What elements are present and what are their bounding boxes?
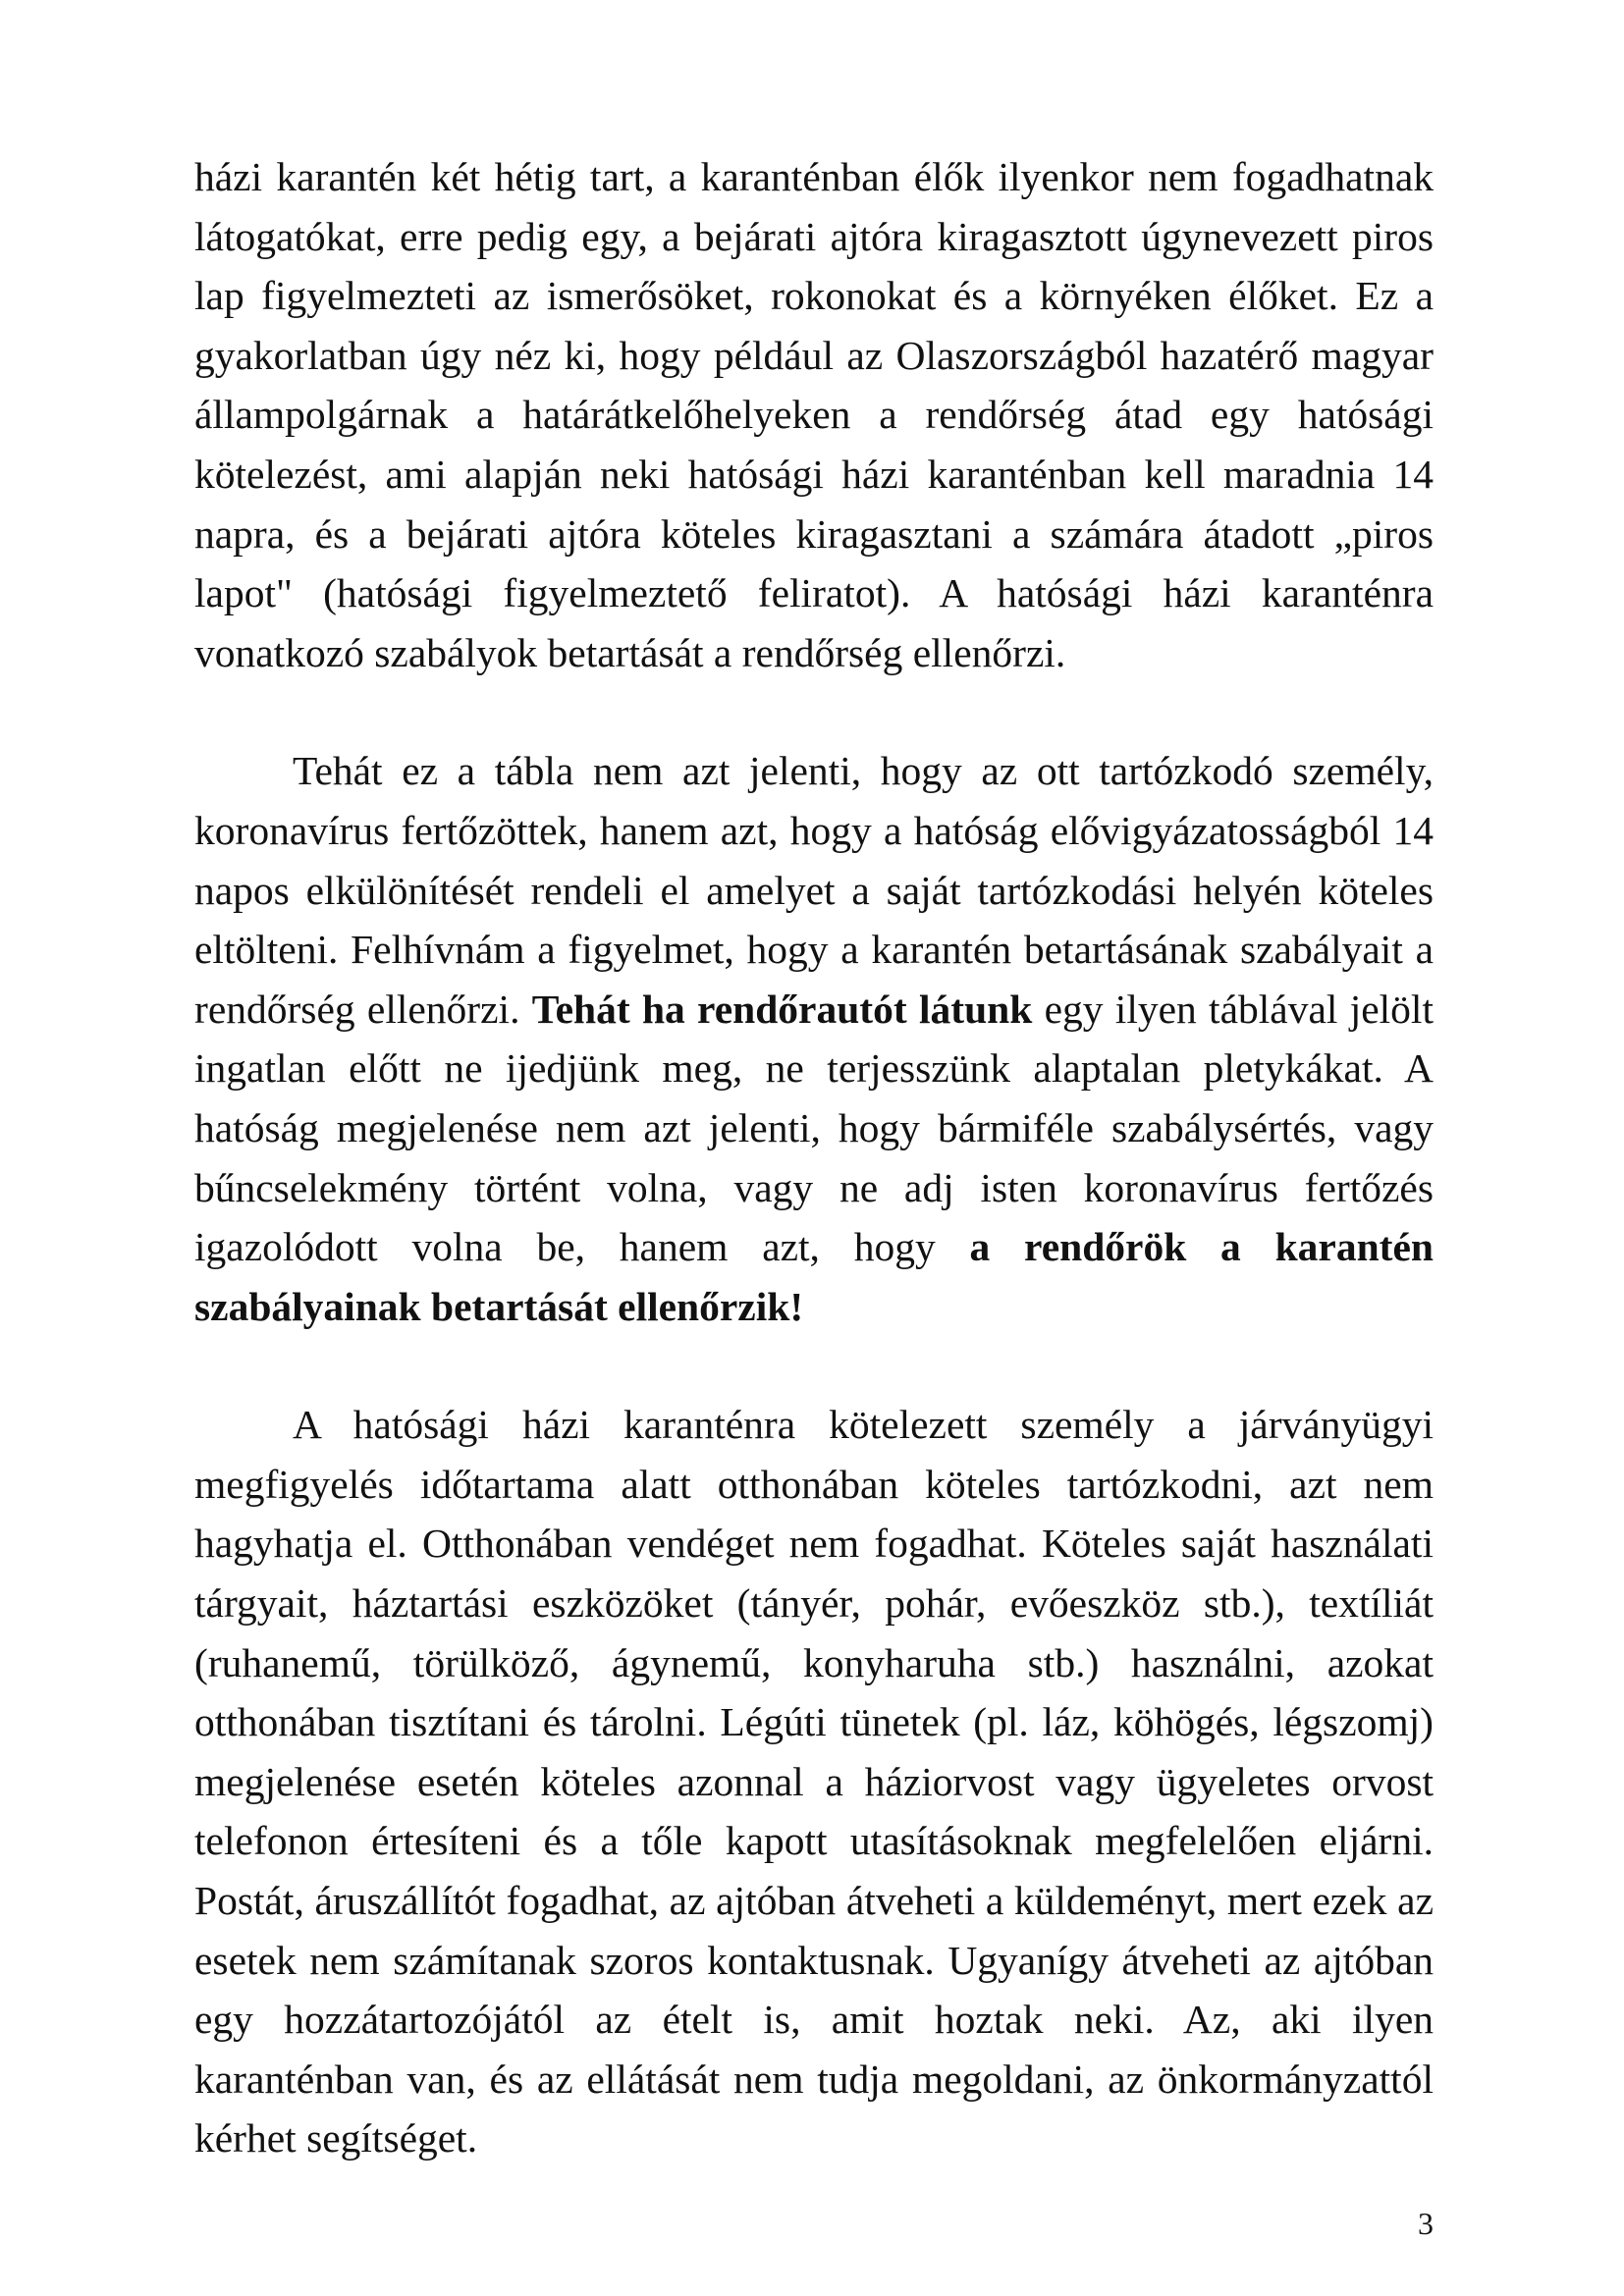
paragraph-2-text-a: Tehát ez a tábla nem azt jelenti, hogy az ott tartózkodó személy, koronavírus fertőzöttek, hanem azt, hogy a hatóság elővigyázatosságból 14 napos elkülönítését rendeli el amelyet a saját tartózkodási helyén köteles eltölteni. Felhívnám a figyelmet, hogy a karantén betartásának szabályait a rendőrség ellenőrzi. (194, 748, 1434, 1032)
paragraph-3-text: A hatósági házi karanténra kötelezett személy a járványügyi megfigyelés időtartama alatt otthonában köteles tartózkodni, azt nem hagyhatja el. Otthonában vendéget nem fogadhat. Köteles saját használati tárgyait, háztartási eszközöket (tányér, pohár, evőeszköz stb.), textíliát (ruhanemű, törülköző, ágynemű, konyharuha stb.) használni, azokat otthonában tisztítani és tárolni. Légúti tünetek (pl. láz, köhögés, légszomj) megjelenése esetén köteles azonnal a háziorvost vagy ügyeletes orvost telefonon értesíteni és a tőle kapott utasításoknak megfelelően eljárni. Postát, áruszállítót fogadhat, az ajtóban átveheti a küldeményt, mert ezek az esetek nem számítanak szoros kontaktusnak. Ugyanígy átveheti az ajtóban egy hozzátartozójától az ételt is, amit hoztak neki. Az, aki ilyen karanténban van, és az ellátását nem tudja megoldani, az önkormányzattól kérhet segítséget. (194, 1402, 1434, 2162)
paragraph-3 (194, 1395, 1434, 2168)
paragraph-1-text: házi karantén két hétig tart, a karanténban élők ilyenkor nem fogadhatnak látogatókat, erre pedig egy, a bejárati ajtóra kiragasztott úgynevezett piros lap figyelmezteti az ismerősöket, rokonokat és a környéken élőket. Ez a gyakorlatban úgy néz ki, hogy például az Olaszországból hazatérő magyar állampolgárnak a határátkelőhelyeken a rendőrség átad egy hatósági kötelezést, ami alapján neki hatósági házi karanténban kell maradnia 14 napra, és a bejárati ajtóra köteles kiragasztani a számára átadott „piros lapot" (hatósági figyelmeztető feliratot). A hatósági házi karanténra vonatkozó szabályok betartását a rendőrség ellenőrzi. (194, 154, 1434, 675)
paragraph-2-bold-police-check: a rendőrök a karantén szabályainak betartását ellenőrzik! (194, 1224, 1434, 1329)
paragraph-2 (194, 741, 1434, 1336)
paragraph-1 (194, 147, 1434, 682)
page-body (194, 147, 1434, 2168)
paragraph-2-text-b: egy ilyen táblával jelölt ingatlan előtt ne ijedjünk meg, ne terjesszünk alaptalan pletykákat. A hatóság megjelenése nem azt jelenti, hogy bármiféle szabálysértés, vagy bűncselekmény történt volna, vagy ne adj isten koronavírus fertőzés igazolódott volna be, hanem azt, hogy (194, 986, 1434, 1270)
page-number: 3 (1418, 2206, 1434, 2241)
paragraph-2-bold-police-car: Tehát ha rendőrautót látunk (531, 986, 1033, 1032)
